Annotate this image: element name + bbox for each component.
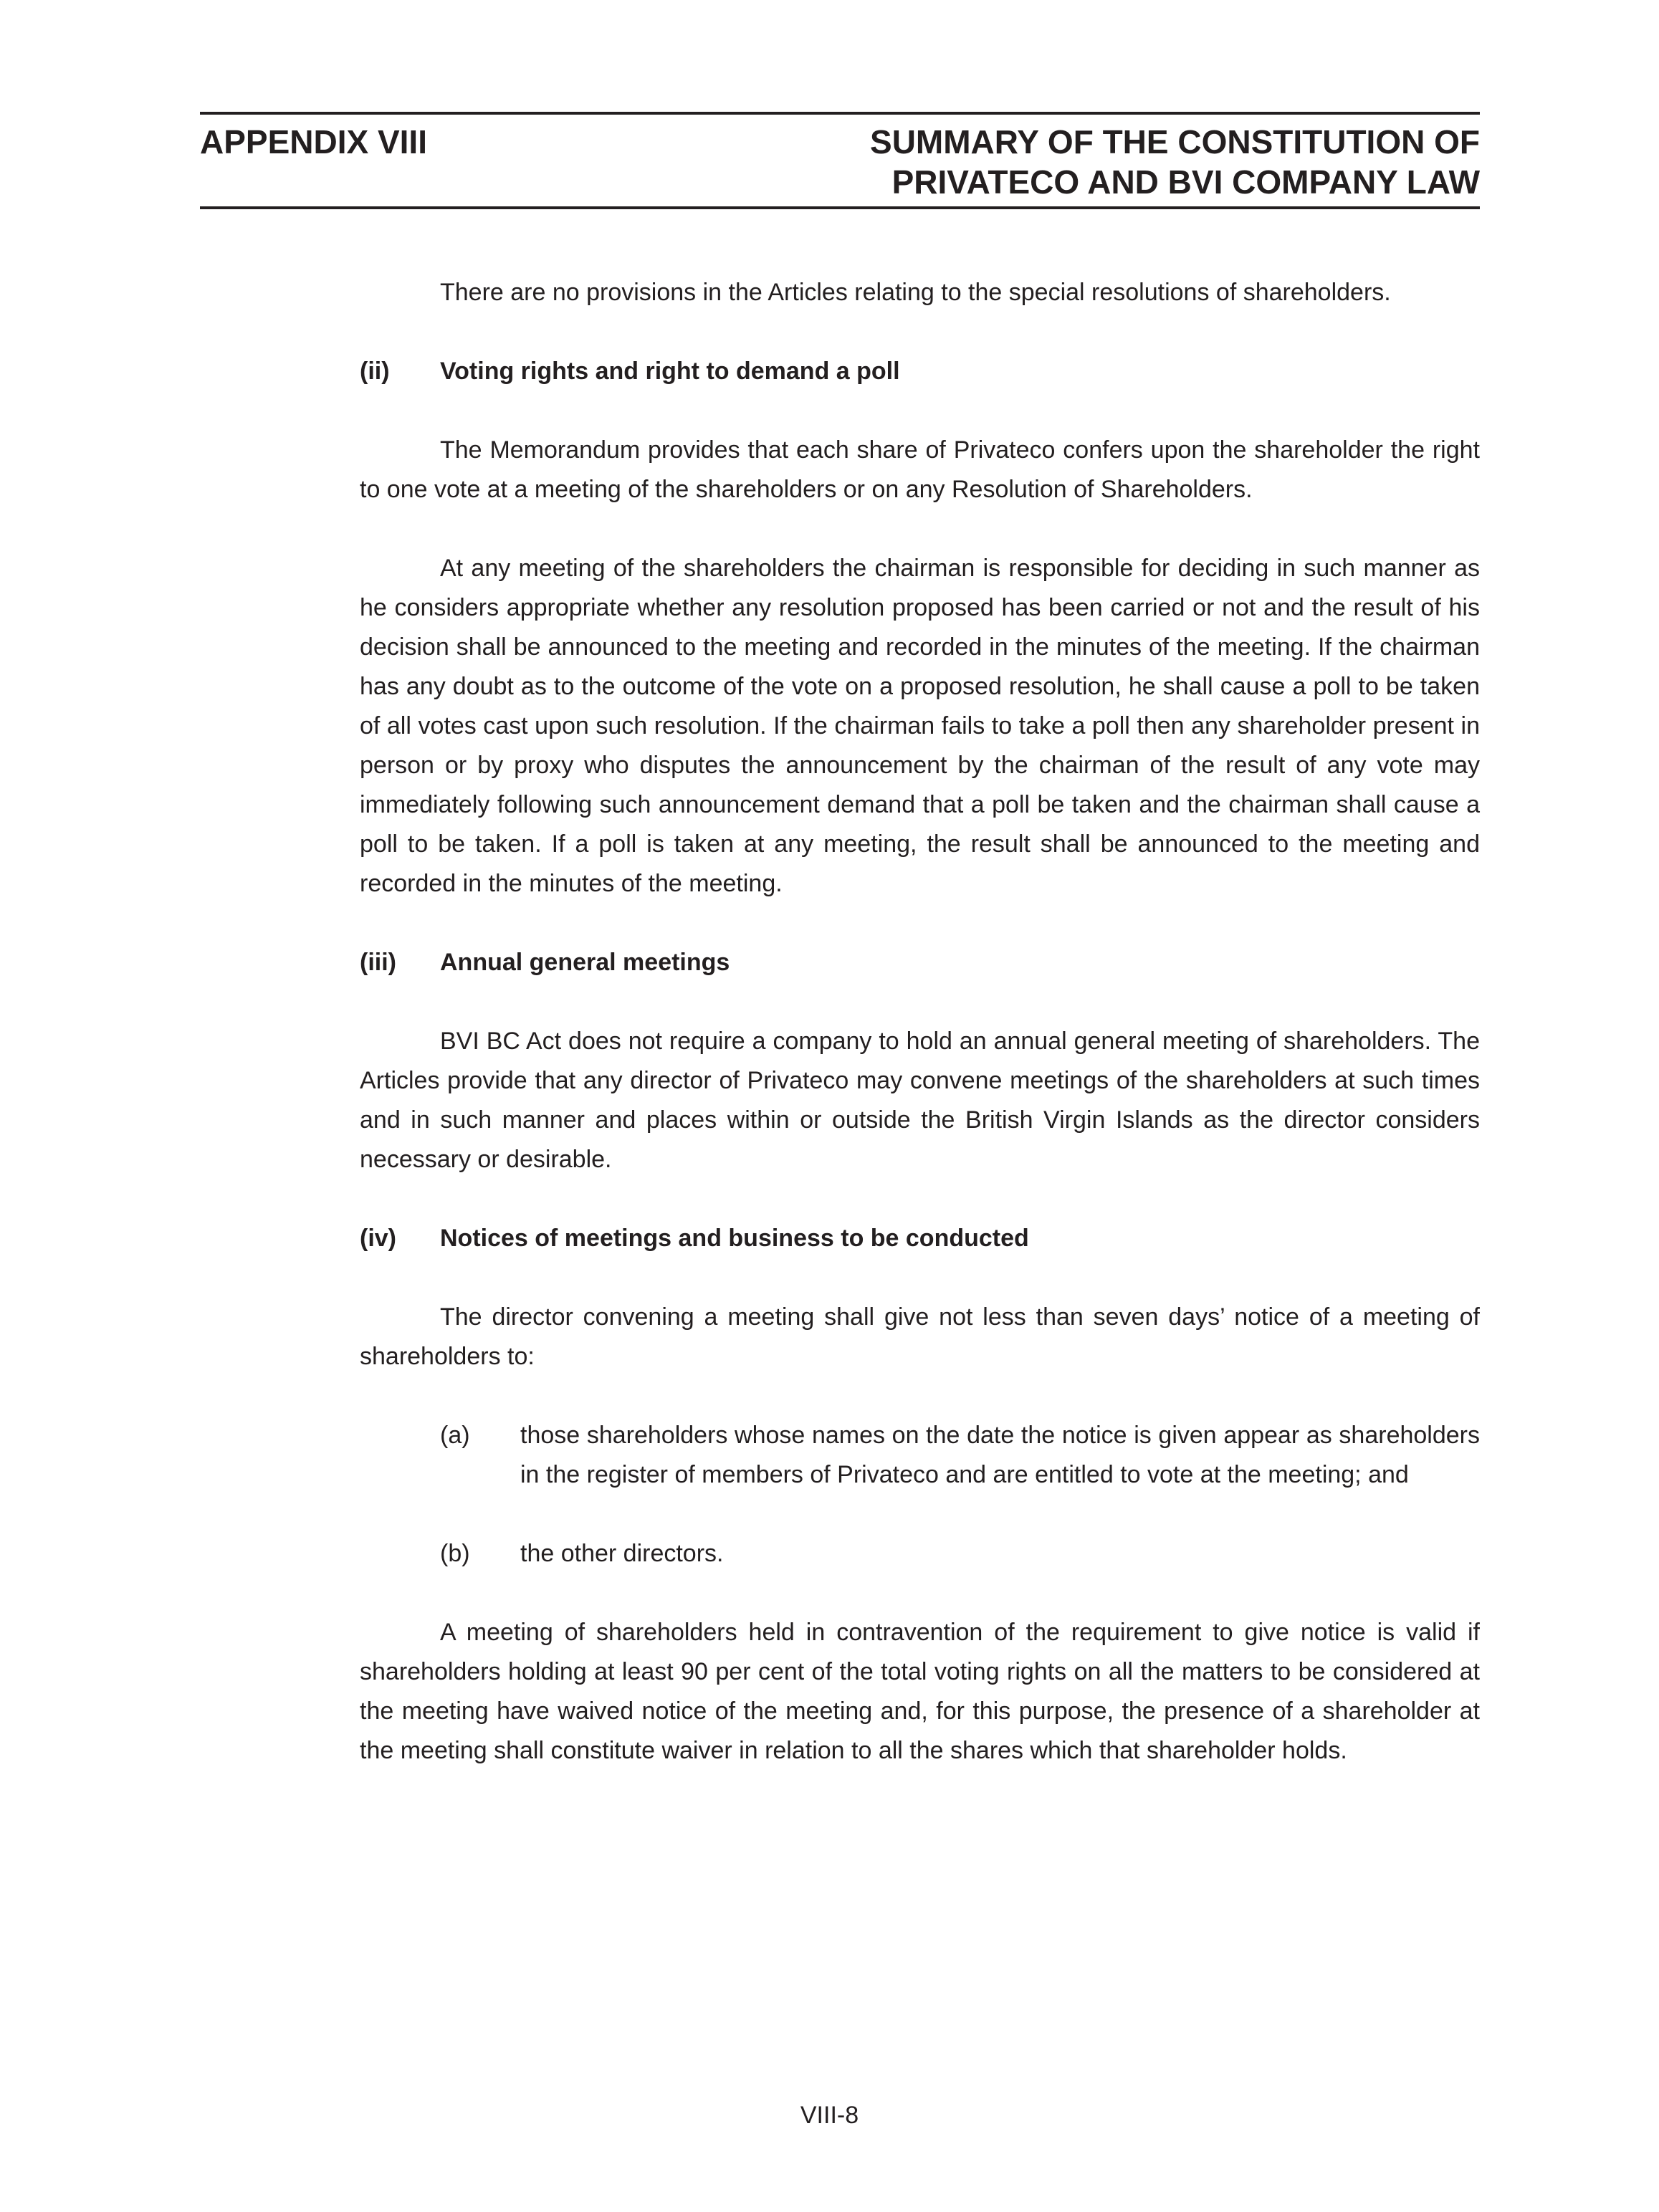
header-top-rule	[200, 112, 1480, 115]
page-number: VIII-8	[800, 2102, 859, 2129]
section-number: (iii)	[360, 949, 396, 976]
section-number: (ii)	[360, 358, 390, 385]
section-heading-annual-general-meetings	[360, 943, 1480, 982]
paragraph-special-resolutions: There are no provisions in the Articles relating to the special resolutions of shareholders.	[440, 279, 1391, 306]
list-item-label: (b)	[440, 1540, 470, 1567]
section-heading-notices-of-meetings	[360, 1219, 1480, 1258]
list-item	[360, 1416, 1480, 1495]
document-body	[360, 273, 1480, 1771]
paragraph-annual-general-meetings: BVI BC Act does not require a company to hold an annual general meeting of shareholders. The Articles provide that any director of Privateco may convene meetings of the shareholders at such times and in such manner and places within or outside the British Virgin Islands as the director considers necessary or desirable.	[360, 1028, 1480, 1173]
section-title: Voting rights and right to demand a poll	[440, 358, 900, 385]
header-bottom-rule	[200, 206, 1480, 209]
appendix-label: APPENDIX VIII	[200, 123, 427, 161]
paragraph-voting-rights: The Memorandum provides that each share of Privateco confers upon the shareholder the right to one vote at a meeting of the shareholders or on any Resolution of Shareholders.	[360, 436, 1480, 503]
list-item	[360, 1534, 1480, 1574]
appendix-title-line-2: PRIVATECO AND BVI COMPANY LAW	[891, 163, 1480, 201]
appendix-title	[870, 122, 1480, 202]
section-heading-voting-rights	[360, 352, 1480, 391]
section-number: (iv)	[360, 1225, 396, 1252]
section-title: Annual general meetings	[440, 949, 730, 976]
list-item-label: (a)	[440, 1422, 470, 1449]
section-title: Notices of meetings and business to be conducted	[440, 1225, 1029, 1252]
list-item-text: the other directors.	[520, 1540, 724, 1567]
appendix-title-line-1: SUMMARY OF THE CONSTITUTION OF	[870, 123, 1480, 161]
paragraph-waiver-of-notice: A meeting of shareholders held in contravention of the requirement to give notice is valid if shareholders holding at least 90 per cent of the total voting rights on all the matters to be considered at the meeting have waived notice of the meeting and, for this purpose, the presence of a shareholder at the meeting shall constitute waiver in relation to all the shares which that shareholder holds.	[360, 1619, 1480, 1764]
list-item-text: those shareholders whose names on the date the notice is given appear as shareholders in the register of members of Privateco and are entitled to vote at the meeting; and	[520, 1422, 1480, 1488]
paragraph-notice-period: The director convening a meeting shall give not less than seven days’ notice of a meeting of shareholders to:	[360, 1303, 1480, 1370]
paragraph-poll: At any meeting of the shareholders the chairman is responsible for deciding in such manner as he considers appropriate whether any resolution proposed has been carried or not and the result of his decision shall be announced to the meeting and recorded in the minutes of the meeting. If the chairman has any doubt as to the outcome of the vote on a proposed resolution, he shall cause a poll to be taken of all votes cast upon such resolution. If the chairman fails to take a poll then any shareholder present in person or by proxy who disputes the announcement by the chairman of the result of any vote may immediately following such announcement demand that a poll be taken and the chairman shall cause a poll to be taken. If a poll is taken at any meeting, the result shall be announced to the meeting and recorded in the minutes of the meeting.	[360, 555, 1480, 897]
